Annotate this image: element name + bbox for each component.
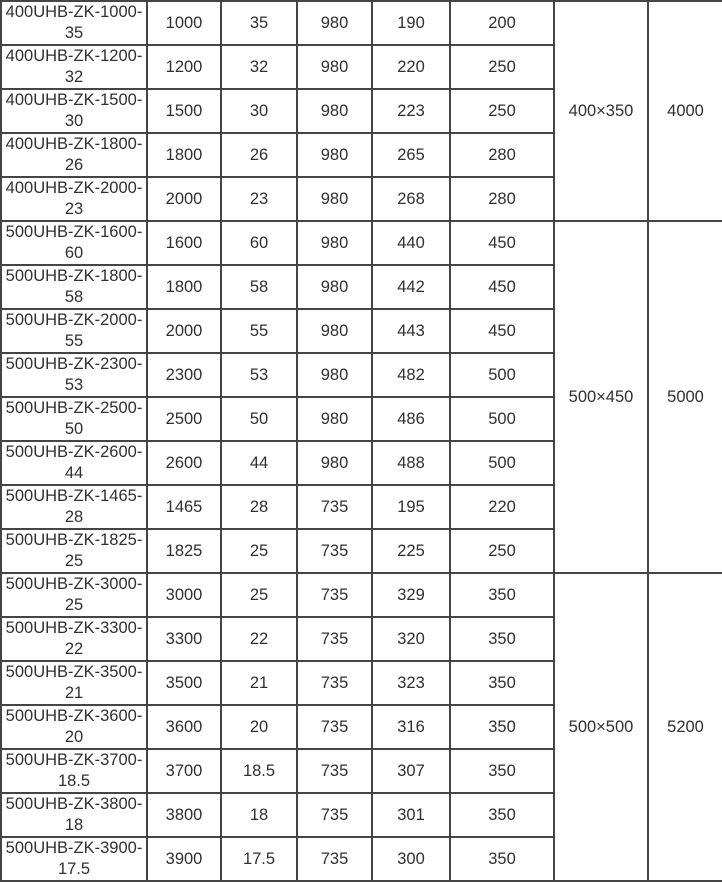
data-cell: 25	[221, 573, 297, 617]
data-cell: 26	[221, 133, 297, 177]
data-cell: 320	[372, 617, 450, 661]
data-cell: 265	[372, 133, 450, 177]
data-cell: 1600	[147, 221, 221, 265]
data-cell: 200	[450, 1, 554, 45]
data-cell: 23	[221, 177, 297, 221]
data-cell: 225	[372, 529, 450, 573]
data-cell: 268	[372, 177, 450, 221]
data-cell: 350	[450, 705, 554, 749]
table-row	[1, 221, 722, 265]
data-cell: 500	[450, 353, 554, 397]
table-row	[1, 573, 722, 617]
data-cell: 18	[221, 793, 297, 837]
data-cell: 301	[372, 793, 450, 837]
data-cell: 486	[372, 397, 450, 441]
data-cell: 980	[297, 177, 372, 221]
data-cell: 980	[297, 353, 372, 397]
data-cell: 1800	[147, 133, 221, 177]
data-cell: 223	[372, 89, 450, 133]
data-cell: 1825	[147, 529, 221, 573]
data-cell: 735	[297, 793, 372, 837]
data-cell: 3600	[147, 705, 221, 749]
data-cell: 53	[221, 353, 297, 397]
data-cell: 980	[297, 397, 372, 441]
data-cell: 980	[297, 45, 372, 89]
data-cell: 329	[372, 573, 450, 617]
data-cell: 20	[221, 705, 297, 749]
data-cell: 280	[450, 177, 554, 221]
data-cell: 980	[297, 221, 372, 265]
model-cell: 400UHB-ZK-2000-23	[1, 177, 147, 221]
data-cell: 307	[372, 749, 450, 793]
model-cell: 500UHB-ZK-2500-50	[1, 397, 147, 441]
data-cell: 1500	[147, 89, 221, 133]
model-cell: 400UHB-ZK-1000-35	[1, 1, 147, 45]
data-cell: 18.5	[221, 749, 297, 793]
data-cell: 323	[372, 661, 450, 705]
data-cell: 500	[450, 397, 554, 441]
data-cell: 735	[297, 661, 372, 705]
weight-merged-cell: 5200	[648, 573, 722, 881]
data-cell: 25	[221, 529, 297, 573]
data-cell: 350	[450, 573, 554, 617]
data-cell: 735	[297, 617, 372, 661]
data-cell: 735	[297, 837, 372, 881]
data-cell: 980	[297, 265, 372, 309]
data-cell: 450	[450, 265, 554, 309]
weight-merged-cell: 5000	[648, 221, 722, 573]
data-cell: 21	[221, 661, 297, 705]
data-cell: 280	[450, 133, 554, 177]
data-cell: 2500	[147, 397, 221, 441]
data-cell: 22	[221, 617, 297, 661]
model-cell: 500UHB-ZK-1465-28	[1, 485, 147, 529]
model-cell: 400UHB-ZK-1800-26	[1, 133, 147, 177]
model-cell: 500UHB-ZK-3800-18	[1, 793, 147, 837]
data-cell: 443	[372, 309, 450, 353]
table-row	[1, 1, 722, 45]
model-cell: 400UHB-ZK-1500-30	[1, 89, 147, 133]
data-cell: 500	[450, 441, 554, 485]
data-cell: 980	[297, 441, 372, 485]
data-cell: 190	[372, 1, 450, 45]
data-cell: 980	[297, 1, 372, 45]
model-cell: 500UHB-ZK-2300-53	[1, 353, 147, 397]
model-cell: 500UHB-ZK-1600-60	[1, 221, 147, 265]
data-cell: 442	[372, 265, 450, 309]
size-merged-cell: 500×500	[554, 573, 648, 881]
data-cell: 3900	[147, 837, 221, 881]
size-merged-cell: 500×450	[554, 221, 648, 573]
data-cell: 482	[372, 353, 450, 397]
data-cell: 44	[221, 441, 297, 485]
data-cell: 735	[297, 573, 372, 617]
data-cell: 50	[221, 397, 297, 441]
data-cell: 3300	[147, 617, 221, 661]
data-cell: 3000	[147, 573, 221, 617]
data-cell: 1200	[147, 45, 221, 89]
model-cell: 400UHB-ZK-1200-32	[1, 45, 147, 89]
data-cell: 980	[297, 89, 372, 133]
data-cell: 55	[221, 309, 297, 353]
data-cell: 2000	[147, 177, 221, 221]
data-cell: 735	[297, 705, 372, 749]
data-cell: 3800	[147, 793, 221, 837]
data-cell: 1000	[147, 1, 221, 45]
model-cell: 500UHB-ZK-3600-20	[1, 705, 147, 749]
data-cell: 735	[297, 749, 372, 793]
data-cell: 300	[372, 837, 450, 881]
data-cell: 980	[297, 309, 372, 353]
model-cell: 500UHB-ZK-3500-21	[1, 661, 147, 705]
weight-merged-cell: 4000	[648, 1, 722, 221]
model-cell: 500UHB-ZK-3300-22	[1, 617, 147, 661]
model-cell: 500UHB-ZK-2000-55	[1, 309, 147, 353]
model-cell: 500UHB-ZK-3000-25	[1, 573, 147, 617]
data-cell: 220	[450, 485, 554, 529]
data-cell: 350	[450, 749, 554, 793]
model-cell: 500UHB-ZK-1800-58	[1, 265, 147, 309]
data-cell: 1465	[147, 485, 221, 529]
data-cell: 58	[221, 265, 297, 309]
size-merged-cell: 400×350	[554, 1, 648, 221]
data-cell: 316	[372, 705, 450, 749]
data-cell: 350	[450, 793, 554, 837]
data-cell: 220	[372, 45, 450, 89]
data-cell: 1800	[147, 265, 221, 309]
data-cell: 32	[221, 45, 297, 89]
model-cell: 500UHB-ZK-3700-18.5	[1, 749, 147, 793]
data-cell: 450	[450, 309, 554, 353]
data-cell: 980	[297, 133, 372, 177]
data-cell: 250	[450, 45, 554, 89]
model-cell: 500UHB-ZK-3900-17.5	[1, 837, 147, 881]
data-cell: 350	[450, 661, 554, 705]
data-cell: 735	[297, 529, 372, 573]
data-cell: 450	[450, 221, 554, 265]
model-cell: 500UHB-ZK-2600-44	[1, 441, 147, 485]
data-cell: 195	[372, 485, 450, 529]
data-cell: 350	[450, 617, 554, 661]
model-cell: 500UHB-ZK-1825-25	[1, 529, 147, 573]
data-cell: 440	[372, 221, 450, 265]
data-cell: 2600	[147, 441, 221, 485]
data-cell: 2000	[147, 309, 221, 353]
data-cell: 350	[450, 837, 554, 881]
data-cell: 3500	[147, 661, 221, 705]
data-cell: 488	[372, 441, 450, 485]
data-cell: 35	[221, 1, 297, 45]
data-cell: 3700	[147, 749, 221, 793]
data-cell: 250	[450, 529, 554, 573]
data-cell: 28	[221, 485, 297, 529]
data-cell: 60	[221, 221, 297, 265]
data-cell: 30	[221, 89, 297, 133]
data-cell: 2300	[147, 353, 221, 397]
data-cell: 17.5	[221, 837, 297, 881]
data-cell: 735	[297, 485, 372, 529]
data-cell: 250	[450, 89, 554, 133]
